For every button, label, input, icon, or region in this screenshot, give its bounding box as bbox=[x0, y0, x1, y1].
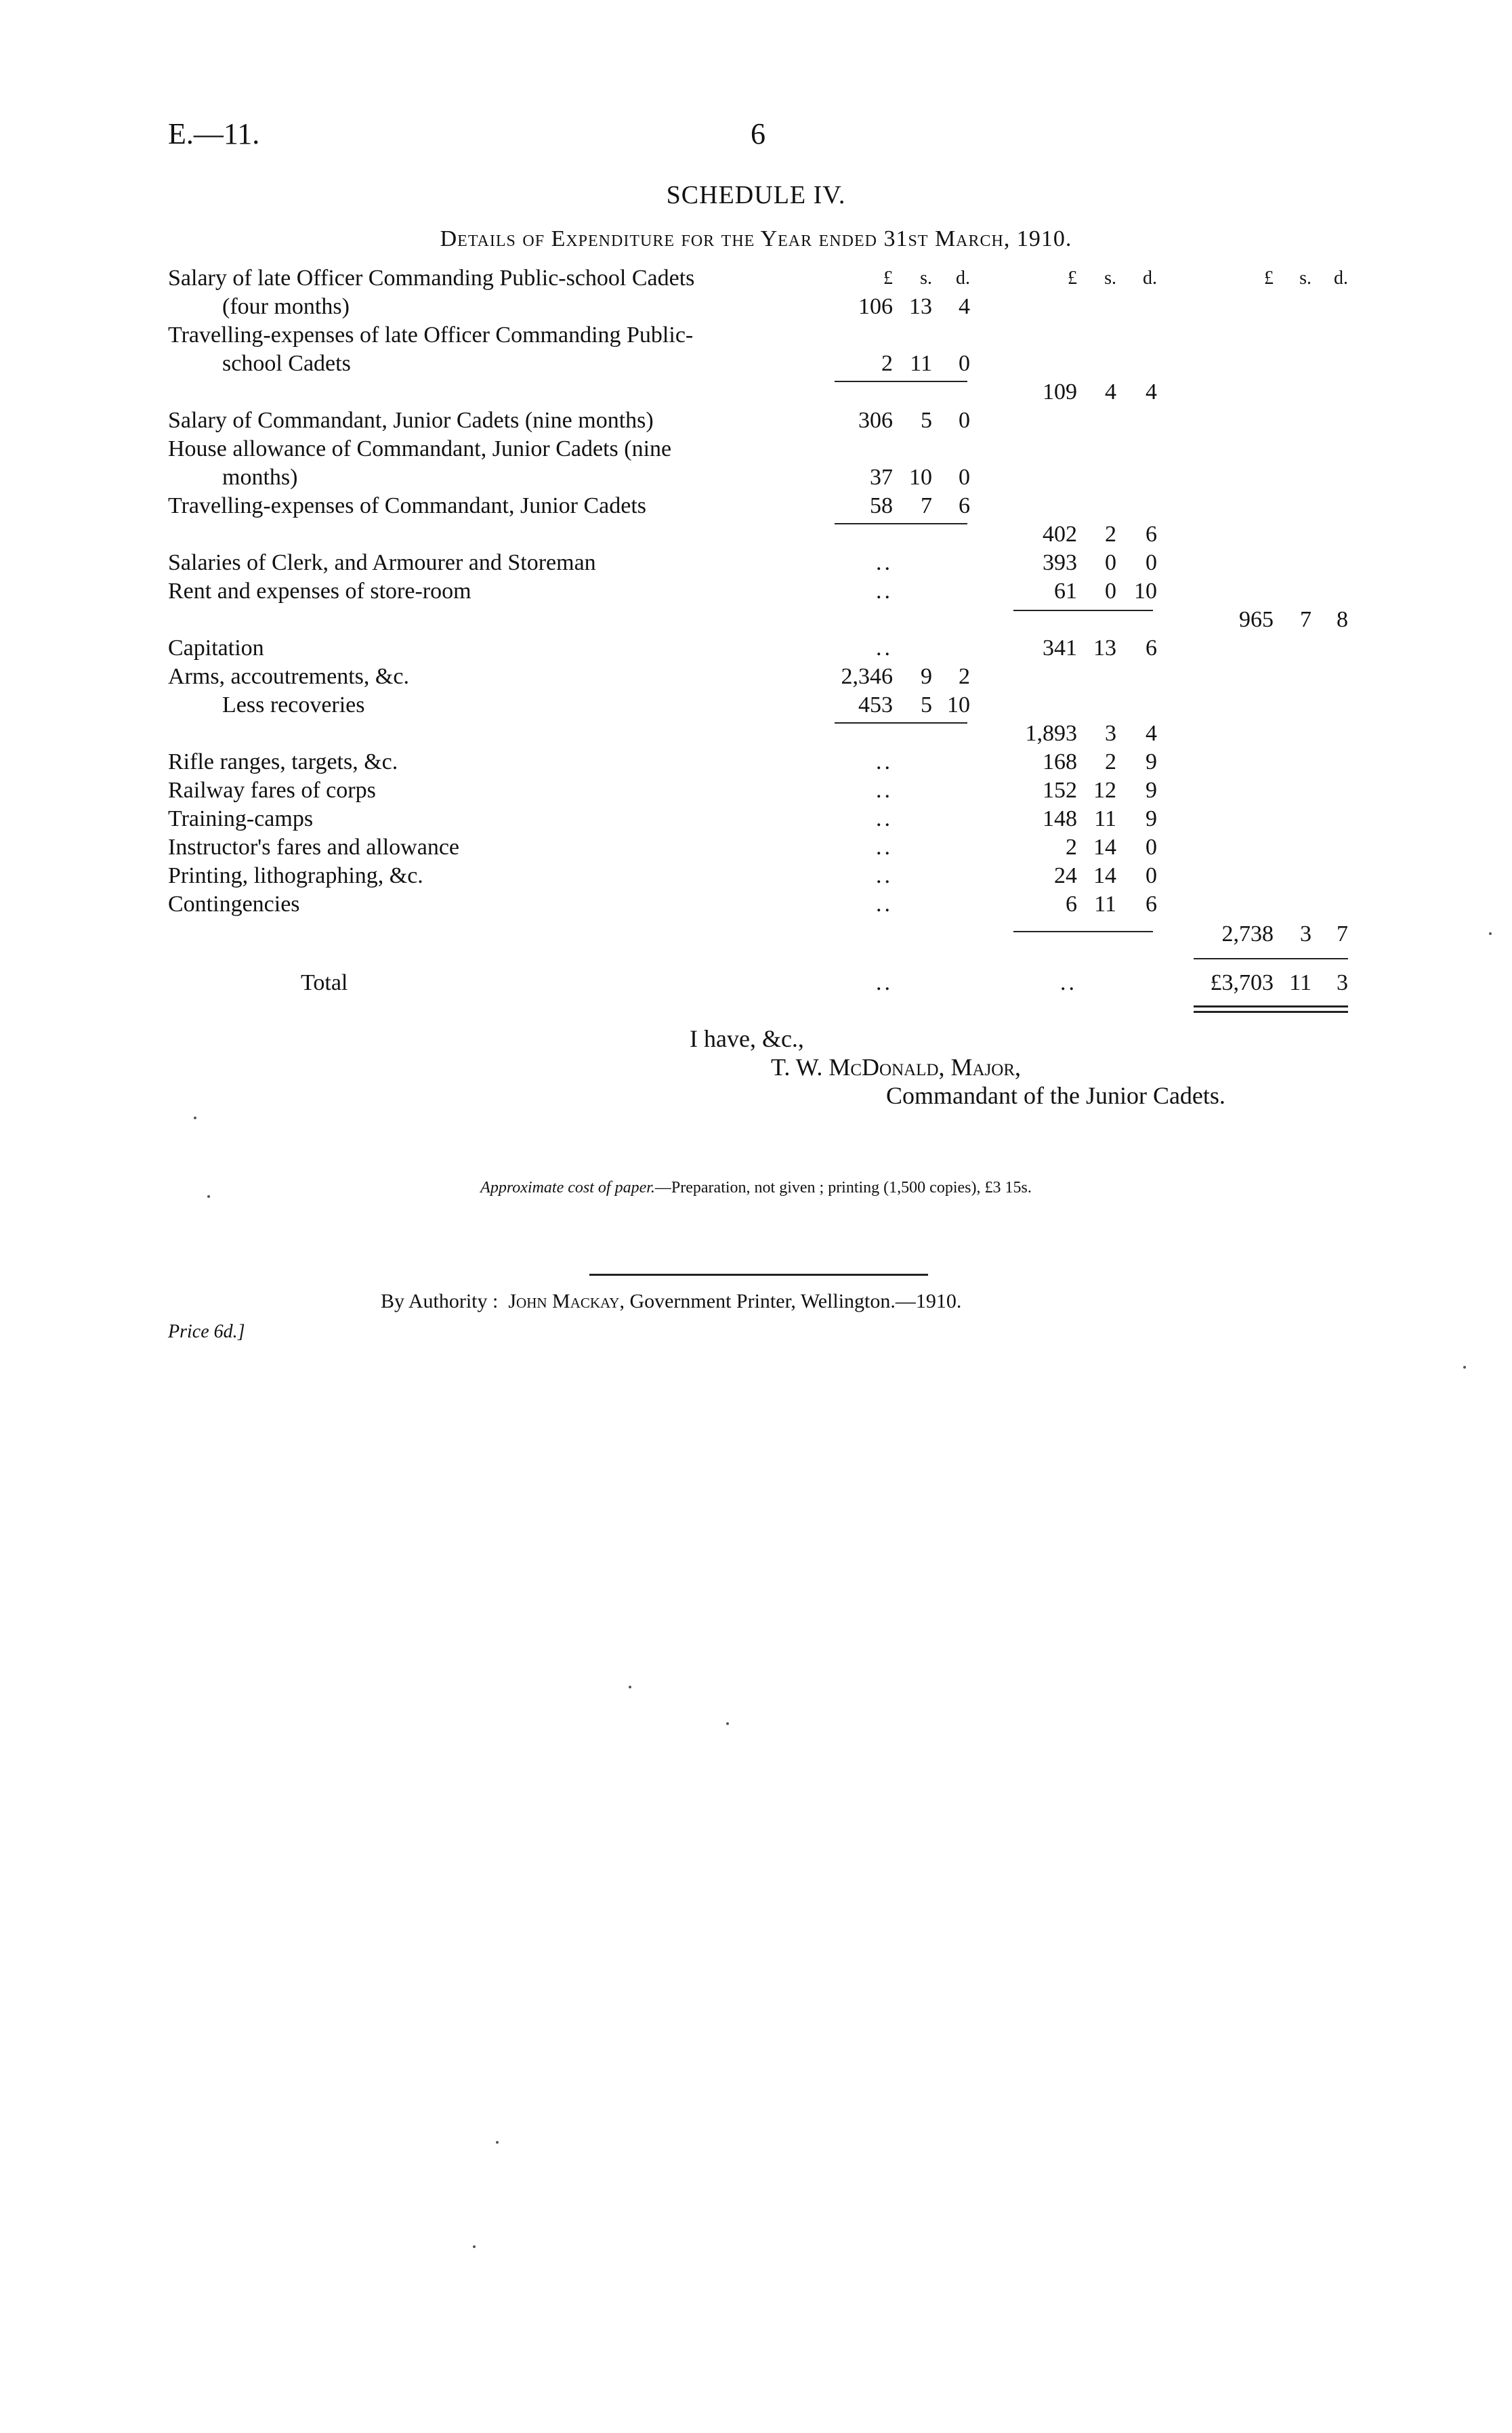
amount-pounds: 109 bbox=[1043, 379, 1077, 404]
amount-shillings: 7 bbox=[921, 493, 932, 518]
paper-cost-label: Approximate cost of paper. bbox=[480, 1179, 655, 1197]
amount-pounds: 402 bbox=[1043, 522, 1077, 547]
row-label: months) bbox=[222, 465, 298, 490]
total-shillings: 11 bbox=[1289, 970, 1311, 995]
amount-pence: 0 bbox=[1146, 863, 1157, 888]
pence-header: d. bbox=[1334, 268, 1348, 289]
row-label: Salary of Commandant, Junior Cadets (nine months) bbox=[168, 408, 654, 433]
amount-pence: 4 bbox=[1146, 379, 1157, 404]
amount-pounds: 965 bbox=[1239, 607, 1274, 632]
table-row bbox=[0, 606, 1512, 634]
table-row: Instructor's fares and allowance .. 2 14 0 bbox=[0, 833, 1512, 862]
table-row: Rifle ranges, targets, &c. .. 168 2 9 bbox=[0, 748, 1512, 776]
shillings-header: s. bbox=[920, 268, 932, 289]
row-label: Arms, accoutrements, &c. bbox=[168, 664, 409, 689]
amount-pounds: 152 bbox=[1043, 778, 1077, 803]
total-label: Total bbox=[301, 970, 348, 995]
scan-speck bbox=[496, 2141, 499, 2144]
table-row: Contingencies .. 6 11 6 bbox=[0, 890, 1512, 919]
scan-speck bbox=[1463, 1366, 1466, 1369]
amount-pounds: 341 bbox=[1043, 636, 1077, 661]
table-row bbox=[0, 663, 1512, 691]
amount-pounds: 2 bbox=[1066, 835, 1077, 860]
amount-pence: 0 bbox=[1146, 550, 1157, 575]
amount-pence: 9 bbox=[1146, 749, 1157, 774]
table-row: Capitation .. 341 13 6 bbox=[0, 634, 1512, 663]
amount-pounds: 168 bbox=[1043, 749, 1077, 774]
table-row bbox=[0, 720, 1512, 748]
total-pounds: £3,703 bbox=[1210, 970, 1274, 995]
row-label: Rent and expenses of store-room bbox=[168, 579, 471, 604]
shillings-header: s. bbox=[1104, 268, 1116, 289]
amount-pounds: 24 bbox=[1054, 863, 1077, 888]
scan-speck bbox=[1489, 932, 1492, 935]
amount-pounds: 6 bbox=[1066, 892, 1077, 917]
row-label: Salaries of Clerk, and Armourer and Storeman bbox=[168, 550, 596, 575]
row-label: Travelling-expenses of Commandant, Junior Cadets bbox=[168, 493, 647, 518]
amount-pounds: 2 bbox=[881, 351, 893, 376]
table-row bbox=[0, 407, 1512, 435]
scan-speck bbox=[629, 1686, 631, 1688]
amount-pounds: 148 bbox=[1043, 806, 1077, 831]
table-row: Railway fares of corps .. 152 12 9 bbox=[0, 776, 1512, 805]
total-row: Total .. .. £3,703 11 3 bbox=[0, 969, 1512, 997]
pounds-header: £ bbox=[1068, 268, 1077, 289]
total-rule bbox=[1194, 958, 1348, 959]
amount-shillings: 5 bbox=[921, 692, 932, 718]
amount-shillings: 5 bbox=[921, 408, 932, 433]
row-label: Capitation bbox=[168, 636, 264, 661]
amount-pounds: 1,893 bbox=[1025, 721, 1077, 746]
amount-shillings: 9 bbox=[921, 664, 932, 689]
amount-pence: 9 bbox=[1146, 778, 1157, 803]
amount-pence: 4 bbox=[959, 294, 970, 319]
amount-pence: 0 bbox=[1146, 835, 1157, 860]
row-label: (four months) bbox=[222, 294, 350, 319]
double-rule bbox=[1194, 1011, 1348, 1013]
table-row bbox=[0, 378, 1512, 407]
row-label: Instructor's fares and allowance bbox=[168, 835, 459, 860]
table-row bbox=[0, 520, 1512, 549]
row-label: Salary of late Officer Commanding Public-school Cadets bbox=[168, 266, 695, 291]
amount-shillings: 0 bbox=[1105, 550, 1116, 575]
amount-shillings: 3 bbox=[1105, 721, 1116, 746]
table-row bbox=[0, 435, 1512, 463]
row-label: Rifle ranges, targets, &c. bbox=[168, 749, 398, 774]
row-label: House allowance of Commandant, Junior Cadets (nine bbox=[168, 436, 672, 461]
amount-shillings: 13 bbox=[909, 294, 932, 319]
amount-shillings: 7 bbox=[1300, 607, 1311, 632]
amount-shillings: 13 bbox=[1093, 636, 1116, 661]
row-label: Contingencies bbox=[168, 892, 300, 917]
table-row bbox=[0, 492, 1512, 520]
amount-pence: 0 bbox=[959, 351, 970, 376]
amount-shillings: 11 bbox=[1094, 892, 1116, 917]
closing-phrase: I have, &c., bbox=[690, 1025, 804, 1052]
table-row: Training-camps .. 148 11 9 bbox=[0, 805, 1512, 833]
price-note: Price 6d.] bbox=[168, 1321, 245, 1342]
amount-shillings: 2 bbox=[1105, 749, 1116, 774]
amount-pence: 6 bbox=[1146, 522, 1157, 547]
authority-prefix: By Authority : bbox=[381, 1290, 499, 1312]
page-number: 6 bbox=[751, 117, 765, 150]
authority-line bbox=[381, 1290, 961, 1313]
amount-pounds: 106 bbox=[858, 294, 893, 319]
printer-name: John Mackay bbox=[508, 1290, 620, 1312]
amount-shillings: 11 bbox=[1094, 806, 1116, 831]
pounds-header: £ bbox=[1264, 268, 1274, 289]
amount-pounds: 393 bbox=[1043, 550, 1077, 575]
amount-shillings: 11 bbox=[910, 351, 932, 376]
amount-pounds: 61 bbox=[1054, 579, 1077, 604]
signatory-name: T. W. McDonald, Major, bbox=[771, 1054, 1022, 1081]
amount-shillings: 2 bbox=[1105, 522, 1116, 547]
amount-pounds: 37 bbox=[870, 465, 893, 490]
pounds-header: £ bbox=[883, 268, 893, 289]
amount-pence: 9 bbox=[1146, 806, 1157, 831]
table-row bbox=[0, 321, 1512, 350]
amount-pence: 6 bbox=[1146, 892, 1157, 917]
pence-header: d. bbox=[1143, 268, 1157, 289]
amount-pounds: 2,738 bbox=[1221, 921, 1274, 947]
table-row bbox=[0, 293, 1512, 321]
schedule-title: SCHEDULE IV. bbox=[666, 181, 846, 209]
row-label: Travelling-expenses of late Officer Commanding Public- bbox=[168, 323, 694, 348]
amount-pence: 4 bbox=[1146, 721, 1157, 746]
shillings-header: s. bbox=[1299, 268, 1311, 289]
amount-pence: 7 bbox=[1337, 921, 1348, 947]
table-row: Printing, lithographing, &c. .. 24 14 0 bbox=[0, 862, 1512, 890]
amount-shillings: 10 bbox=[909, 465, 932, 490]
amount-pounds: 58 bbox=[870, 493, 893, 518]
authority-rule bbox=[589, 1274, 928, 1276]
amount-pence: 2 bbox=[959, 664, 970, 689]
paper-cost-note bbox=[0, 1179, 1512, 1197]
table-row bbox=[0, 264, 1512, 293]
table-row: Rent and expenses of store-room .. 61 0 10 bbox=[0, 577, 1512, 606]
authority-suffix: , Government Printer, Wellington.—1910. bbox=[619, 1290, 962, 1312]
amount-pounds: 306 bbox=[858, 408, 893, 433]
total-pence: 3 bbox=[1337, 970, 1348, 995]
report-reference: E.—11. bbox=[168, 117, 260, 150]
amount-shillings: 3 bbox=[1300, 921, 1311, 947]
table-row bbox=[0, 691, 1512, 720]
double-rule bbox=[1194, 1005, 1348, 1007]
row-label: school Cadets bbox=[222, 351, 351, 376]
paper-cost-text: —Preparation, not given ; printing (1,500 copies), £3 15s. bbox=[654, 1179, 1032, 1197]
amount-pence: 8 bbox=[1337, 607, 1348, 632]
scan-speck bbox=[207, 1195, 210, 1198]
row-label: Railway fares of corps bbox=[168, 778, 376, 803]
table-row: Salaries of Clerk, and Armourer and Storeman .. 393 0 0 bbox=[0, 549, 1512, 577]
amount-pence: 10 bbox=[1134, 579, 1157, 604]
amount-shillings: 0 bbox=[1105, 579, 1116, 604]
table-row bbox=[0, 463, 1512, 492]
scan-speck bbox=[194, 1117, 196, 1119]
amount-pounds: 453 bbox=[858, 692, 893, 718]
amount-shillings: 12 bbox=[1093, 778, 1116, 803]
scan-speck bbox=[473, 2245, 476, 2248]
row-label: Printing, lithographing, &c. bbox=[168, 863, 423, 888]
table-row bbox=[0, 920, 1512, 949]
schedule-subtitle: Details of Expenditure for the Year ended 31st March, 1910. bbox=[440, 226, 1072, 251]
amount-shillings: 14 bbox=[1093, 863, 1116, 888]
scan-speck bbox=[726, 1722, 729, 1725]
amount-pence: 10 bbox=[947, 692, 970, 718]
amount-shillings: 4 bbox=[1105, 379, 1116, 404]
amount-pence: 0 bbox=[959, 465, 970, 490]
amount-pence: 6 bbox=[959, 493, 970, 518]
row-label: Less recoveries bbox=[222, 692, 365, 718]
table-row bbox=[0, 350, 1512, 378]
amount-shillings: 14 bbox=[1093, 835, 1116, 860]
amount-pounds: 2,346 bbox=[841, 664, 893, 689]
amount-pence: 6 bbox=[1146, 636, 1157, 661]
pence-header: d. bbox=[956, 268, 970, 289]
amount-pence: 0 bbox=[959, 408, 970, 433]
signatory-title: Commandant of the Junior Cadets. bbox=[886, 1082, 1225, 1109]
row-label: Training-camps bbox=[168, 806, 314, 831]
